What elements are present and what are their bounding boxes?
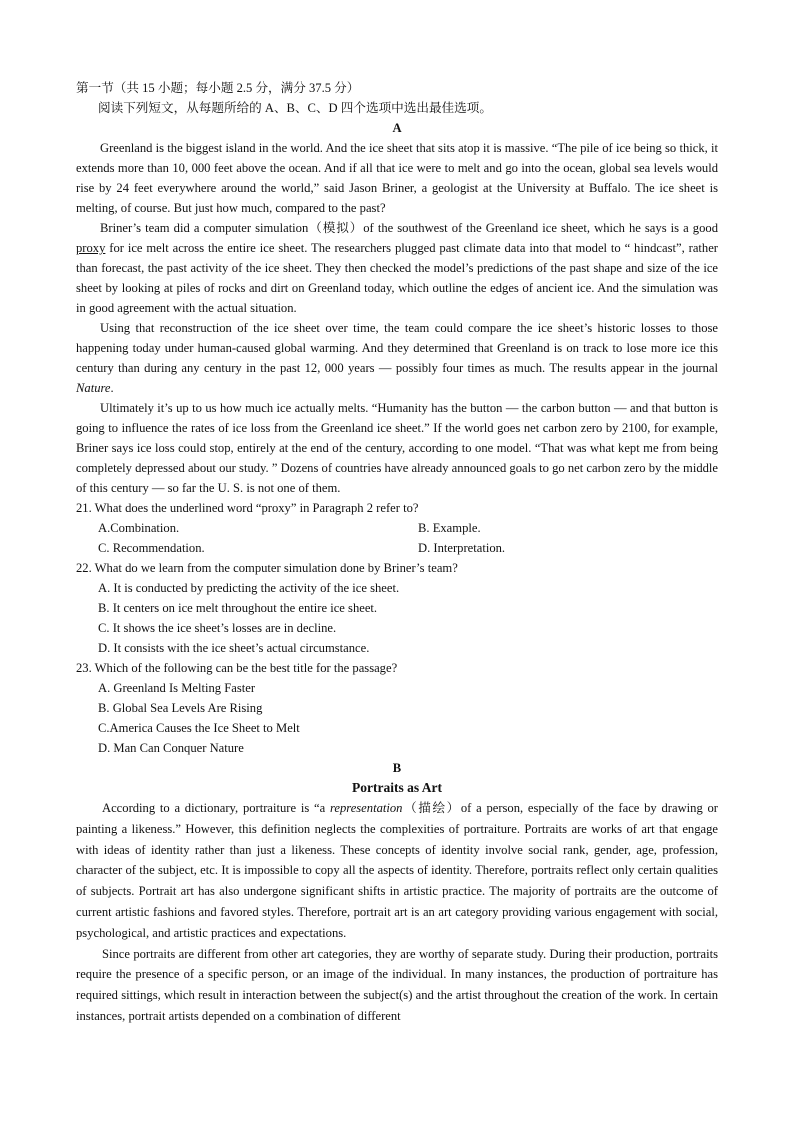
- passage-a-paragraph-1: Greenland is the biggest island in the world. And the ice sheet that sits atop it is massive. “The pile of ice being so thick, it extends more than 10, 000 feet above the ocean. And if all that ice were to melt and go into the ocean, global sea levels would rise by 24 feet everywhere around the world,” said Jason Briner, a geologist at the University at Buffalo. The ice sheet is melting, of course. But just how much, compared to the past?: [76, 141, 718, 215]
- text-run: Briner’s team did a computer simulation（模拟）of the southwest of the Greenland ice sheet, which he says is a good: [100, 221, 718, 235]
- options: [76, 678, 718, 758]
- option-d[interactable]: D. It consists with the ice sheet’s actual circumstance.: [98, 641, 370, 655]
- question-stem: 22. What do we learn from the computer simulation done by Briner’s team?: [76, 561, 458, 575]
- question-stem: 23. Which of the following can be the best title for the passage?: [76, 661, 398, 675]
- underlined-word-proxy: proxy: [76, 241, 106, 255]
- instruction: 阅读下列短文，从每题所给的 A、B、C、D 四个选项中选出最佳选项。: [98, 101, 492, 115]
- italic-word-representation: representation: [329, 801, 403, 815]
- option-b[interactable]: B. Global Sea Levels Are Rising: [98, 701, 263, 715]
- option-b[interactable]: B. It centers on ice melt throughout the entire ice sheet.: [98, 601, 378, 615]
- exam-page: [76, 78, 718, 1027]
- journal-name: Nature: [76, 381, 111, 395]
- passage-a: [76, 138, 718, 498]
- option-a[interactable]: A. It is conducted by predicting the activity of the ice sheet.: [98, 581, 400, 595]
- option-d[interactable]: D. Interpretation.: [418, 541, 506, 555]
- option-c[interactable]: C. Recommendation.: [98, 541, 205, 555]
- text-run: （描绘）of a person, especially of the face by drawing or painting a likeness.” However, this definition neglects the complexities of portraiture. Portraits are works of art that engage with ideas of identity rather than just a likeness. These concepts of identity involve social rank, gender, age, profession, character of the subject, etc. It is impossible to copy all the aspects of identity. Therefore, portraits reflect only certain qualities of subjects. Portrait art has also undergone significant shifts in artistic practice. The majority of portraits are the outcome of current artistic fashions and favored styles. Therefore, portrait art is an art category providing various engagement with social, psychological, and artistic practices and expectations.: [76, 801, 718, 940]
- option-c[interactable]: C. It shows the ice sheet’s losses are in decline.: [98, 621, 337, 635]
- passage-b-paragraph-1: [76, 798, 718, 944]
- passage-a-paragraph-4: Ultimately it’s up to us how much ice actually melts. “Humanity has the button — the carbon button — and that button is going to influence the rates of ice loss from the Greenland ice sheet.” If the world goes net carbon zero by 2100, for example, Briner says ice loss could stop, entirely at the end of the century, according to one model. “That was what kept me from being completely depressed about our study. ” Dozens of countries have already announced goals to go net carbon zero by the middle of this century — so far the U. S. is not one of them.: [76, 401, 718, 495]
- text-run: for ice melt across the entire ice sheet. The researchers plugged past climate data into that model to “ hindcast”, rather than forecast, the past activity of the ice sheet. They then checked the model’s predictions of the past shape and size of the ice sheet by looking at piles of rocks and dirt on Greenland today, which outline the edges of ancient ice. And the simulation was in good agreement with the actual situation.: [76, 241, 718, 315]
- passage-b-paragraph-2: Since portraits are different from other art categories, they are worthy of separate study. During their production, portraits require the presence of a specific person, or an image of the individual. In many instances, the production of portraiture has required sittings, which result in interaction between the subject(s) and the artist throughout the creation of the work. In certain instances, portrait artists depended on a combination of different: [76, 946, 718, 1023]
- question-23: [76, 658, 718, 758]
- option-b[interactable]: B. Example.: [418, 521, 481, 535]
- passage-a-paragraph-2: [76, 218, 718, 318]
- section-header: 第一节（共 15 小题；每小题 2.5 分，满分 37.5 分）: [76, 81, 360, 95]
- passage-b-label: B: [392, 761, 402, 775]
- text-run: .: [110, 381, 114, 395]
- passage-a-paragraph-3: [76, 318, 718, 398]
- question-21: [76, 498, 718, 558]
- passage-b-title: Portraits as Art: [352, 780, 442, 795]
- text-run: Using that reconstruction of the ice sheet over time, the team could compare the ice sheet’s historic losses to those happening today under human-caused global warming. And they determined that Greenland is on track to lose more ice this century than during any century in the past 12, 000 years — possibly four times as much. The results appear in the journal: [76, 321, 718, 375]
- text-run: According to a dictionary, portraiture is “a: [102, 801, 330, 815]
- options: [76, 578, 718, 658]
- option-c[interactable]: C.America Causes the Ice Sheet to Melt: [98, 721, 300, 735]
- option-d[interactable]: D. Man Can Conquer Nature: [98, 741, 244, 755]
- passage-a-label: A: [392, 121, 402, 135]
- option-a[interactable]: A.Combination.: [98, 521, 180, 535]
- options: [76, 518, 718, 558]
- question-22: [76, 558, 718, 658]
- option-a[interactable]: A. Greenland Is Melting Faster: [98, 681, 256, 695]
- question-stem: 21. What does the underlined word “proxy” in Paragraph 2 refer to?: [76, 501, 419, 515]
- passage-b: [76, 798, 718, 1027]
